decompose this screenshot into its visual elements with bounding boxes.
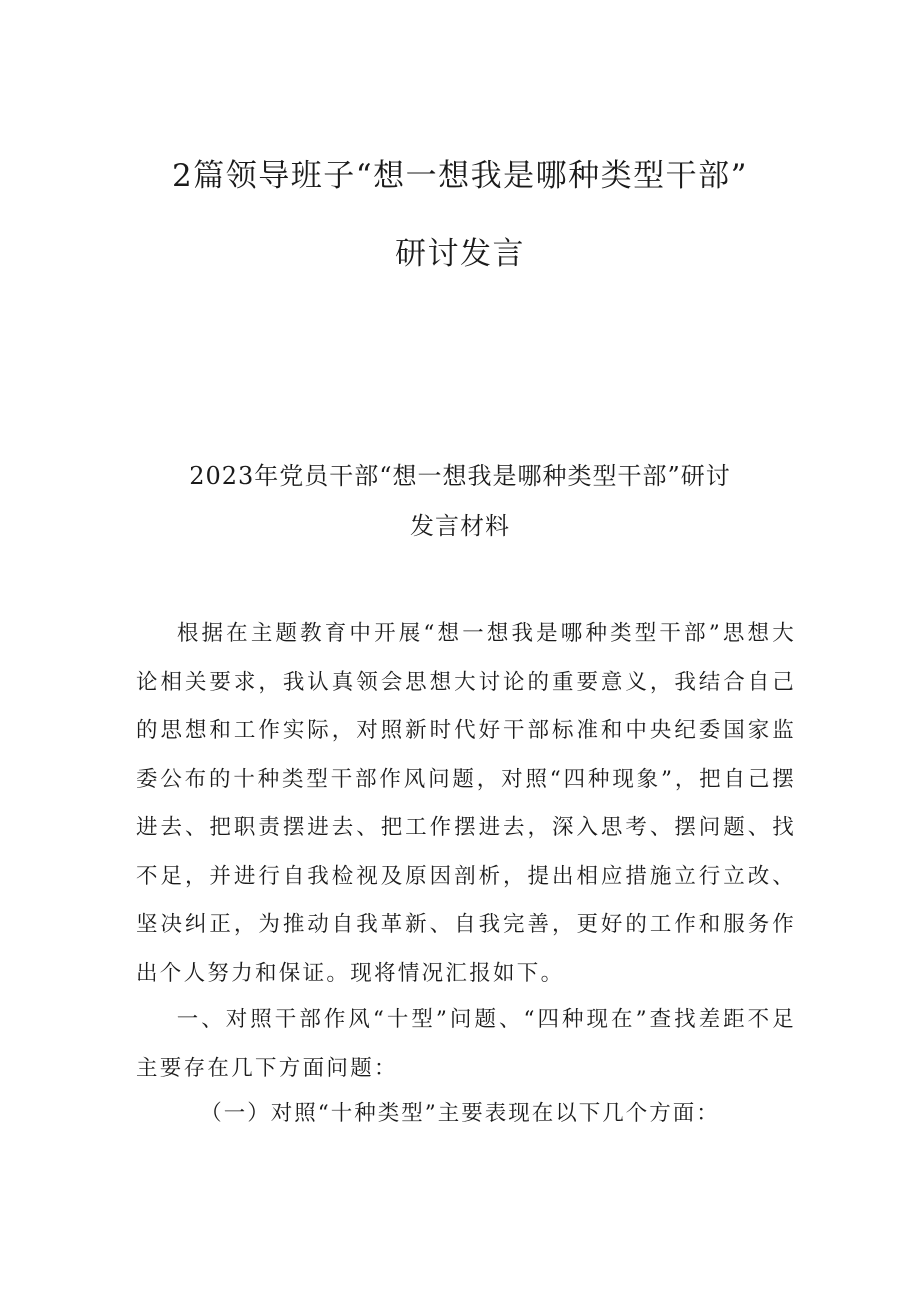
paragraph-2-text: 一、对照干部作风“十型”问题、“四种现在”查找差距不足主要存在几下方面问题： xyxy=(136,1007,796,1081)
body-paragraph-2 xyxy=(136,996,796,1093)
section-heading: （一）对照“十种类型”主要表现在以下几个方面： xyxy=(200,1101,720,1126)
subtitle-line2: 发言材料 xyxy=(410,512,510,540)
subtitle-line1: 2023年党员干部“想一想我是哪种类型干部”研讨 xyxy=(189,462,731,490)
body-paragraph-1 xyxy=(136,610,796,998)
main-title-line2: 研讨发言 xyxy=(395,236,525,272)
paragraph-1-text: 根据在主题教育中开展“想一想我是哪种类型干部”思想大论相关要求，我认真领会思想大讨论的重要意义，我结合自己的思想和工作实际，对照新时代好干部标准和中央纪委国家监委公布的十种类型干部作风问题，对照“四种现象”，把自己摆进去、把职责摆进去、把工作摆进去，深入思考、摆问题、找不足，并进行自我检视及原因剖析，提出相应措施立行立改、坚决纠正，为推动自我革新、自我完善，更好的工作和服务作出个人努力和保证。现将情况汇报如下。 xyxy=(136,621,796,986)
main-title-line1: 2篇领导班子“想一想我是哪种类型干部” xyxy=(172,158,748,194)
